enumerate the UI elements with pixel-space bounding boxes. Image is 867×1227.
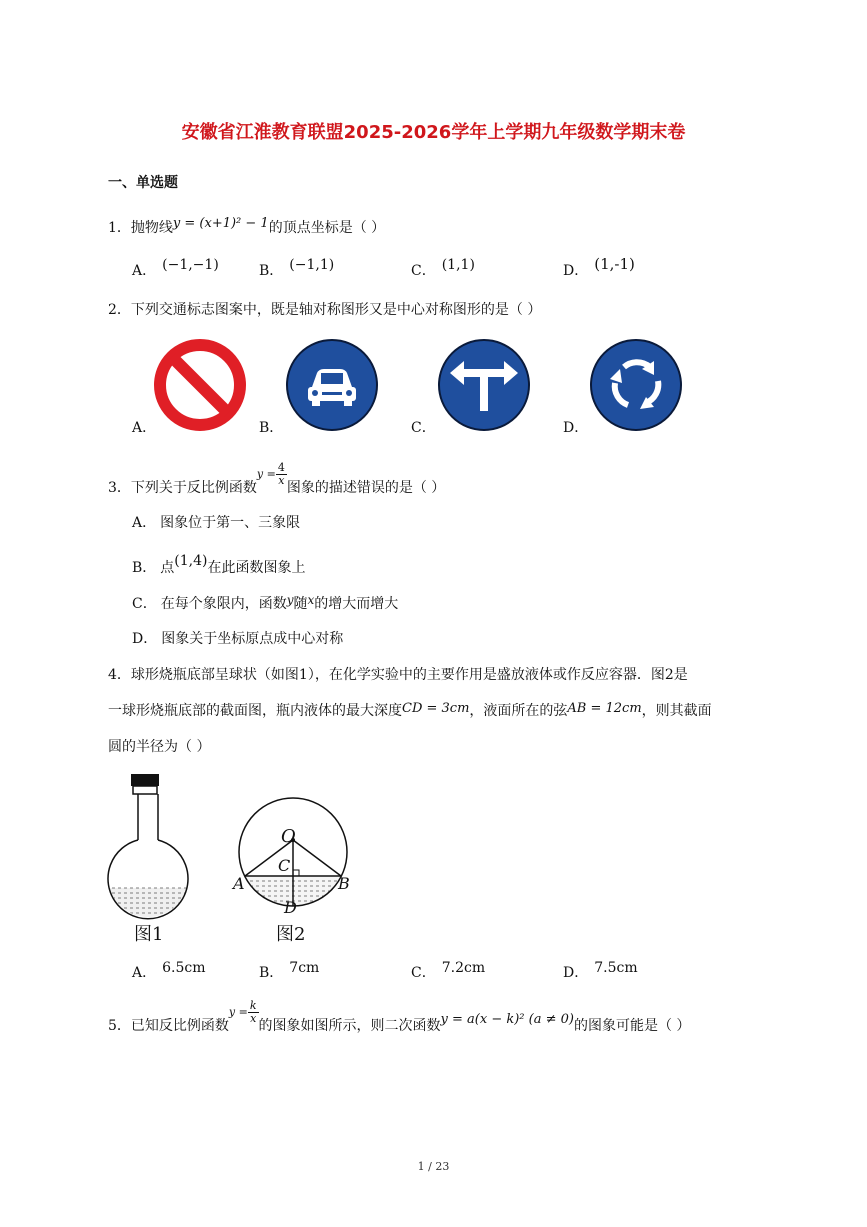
q4-option-a[interactable]	[132, 962, 206, 982]
roundabout-sign-icon	[588, 337, 684, 433]
point-label-o: O	[281, 826, 296, 847]
variable-y: y	[286, 593, 294, 607]
question-4-line-2	[108, 701, 712, 722]
question-5	[108, 999, 691, 1034]
formula-lhs: y =	[228, 1005, 248, 1019]
no-entry-sign-icon	[150, 335, 250, 435]
fraction	[248, 1000, 259, 1025]
option-value: (1,-1)	[594, 255, 635, 273]
option-value: 6.5cm	[162, 960, 206, 976]
turn-left-right-sign-icon	[436, 337, 532, 433]
option-label: B．	[259, 263, 284, 279]
fraction	[276, 462, 287, 487]
q3-option-d[interactable]	[132, 628, 343, 648]
question-text: 的图象如图所示，则二次函数	[258, 1017, 441, 1034]
q1-option-a[interactable]	[132, 257, 219, 280]
option-text: 图象关于坐标原点成中心对称	[161, 631, 344, 647]
q1-option-d[interactable]	[563, 255, 635, 280]
question-text: 下列交通标志图案中，既是轴对称图形又是中心对称图形的是（ ）	[130, 302, 542, 318]
formula: y = a(x − k)² (a ≠ 0)	[440, 1011, 574, 1027]
q3-option-a[interactable]	[132, 512, 300, 532]
formula-lhs: y =	[256, 467, 276, 481]
option-text: 的增大而增大	[314, 596, 399, 612]
figure-1-caption: 图1	[134, 924, 164, 945]
point-coordinate: (1,4)	[174, 553, 208, 569]
q4-option-c[interactable]	[411, 962, 485, 982]
question-text: ，液面所在的弦	[469, 703, 568, 719]
q4-option-d[interactable]	[563, 962, 638, 982]
fraction-denominator: x	[250, 1012, 257, 1025]
flask-figure	[100, 772, 200, 922]
formula-cd: CD = 3cm	[402, 701, 470, 716]
option-label: D．	[563, 263, 589, 279]
point-label-a: A	[233, 874, 245, 893]
question-text: 的图象可能是（ ）	[573, 1017, 691, 1034]
question-number: 1．	[108, 220, 131, 236]
point-label-b: B	[338, 874, 350, 893]
page-number: 1 / 23	[417, 1160, 450, 1173]
option-text: 在每个象限内，函数	[160, 596, 287, 612]
question-number: 5．	[108, 1017, 131, 1034]
option-value: 7.2cm	[441, 960, 486, 976]
car-sign-icon	[284, 337, 380, 433]
question-text: 图象的描述错误的是（ ）	[286, 479, 446, 496]
q1-option-c[interactable]	[411, 257, 475, 280]
question-number: 3．	[108, 479, 131, 496]
option-label: B．	[259, 965, 284, 981]
option-label: B．	[132, 560, 157, 576]
q2-option-b[interactable]: B．	[259, 420, 284, 436]
option-value: (−1,−1)	[162, 257, 219, 273]
question-number: 4．	[108, 667, 131, 683]
question-3	[108, 461, 446, 496]
option-value: 7cm	[289, 960, 320, 976]
option-text: 随	[293, 596, 308, 612]
question-1	[108, 218, 385, 239]
option-label: A．	[132, 965, 157, 981]
question-text: 已知反比例函数	[130, 1017, 229, 1034]
question-text: 的顶点坐标是（ ）	[268, 220, 386, 236]
figure-2-caption: 图2	[276, 924, 306, 945]
option-label: C．	[411, 263, 436, 279]
option-label: D．	[563, 965, 589, 981]
option-label: C．	[132, 596, 157, 612]
question-4-line-3: 圆的半径为（ ）	[108, 739, 211, 755]
section-heading: 一、单选题	[108, 175, 178, 191]
option-label: D．	[132, 631, 158, 647]
option-value: (1,1)	[441, 257, 475, 273]
option-label: A．	[132, 515, 157, 531]
fraction-denominator: x	[278, 474, 285, 487]
option-label: C．	[411, 965, 436, 981]
option-label: A．	[132, 263, 157, 279]
point-label-c: C	[278, 856, 291, 875]
option-value: (−1,1)	[289, 257, 335, 273]
q2-option-d[interactable]: D．	[563, 420, 589, 436]
question-text: 一球形烧瓶底部的截面图，瓶内液体的最大深度	[108, 703, 402, 719]
question-text: ，则其截面	[641, 703, 712, 719]
question-number: 2．	[108, 302, 131, 318]
variable-x: x	[307, 593, 315, 607]
formula-ab: AB = 12cm	[567, 701, 642, 716]
option-text: 点	[160, 560, 175, 576]
fraction-numerator: 4	[277, 461, 285, 474]
q4-option-b[interactable]	[259, 962, 319, 982]
question-text: 下列关于反比例函数	[130, 479, 257, 496]
q3-option-b[interactable]	[132, 553, 306, 577]
q1-option-b[interactable]	[259, 257, 335, 280]
formula: y = (x+1)² − 1	[172, 216, 269, 231]
question-4-line-1	[108, 665, 688, 685]
question-text: 球形烧瓶底部呈球状（如图1），在化学实验中的主要作用是盛放液体或作反应容器．图2是	[130, 667, 688, 683]
fraction-numerator: k	[249, 999, 257, 1012]
question-text: 抛物线	[130, 220, 173, 236]
q2-option-a[interactable]: A．	[132, 420, 157, 436]
q2-option-c[interactable]: C．	[411, 420, 436, 436]
point-label-d: D	[284, 898, 297, 917]
q3-option-c[interactable]	[132, 593, 398, 613]
option-text: 图象位于第一、三象限	[160, 515, 301, 531]
option-text: 在此函数图象上	[207, 560, 306, 576]
question-2	[108, 300, 541, 320]
document-title: 安徽省江淮教育联盟2025-2026学年上学期九年级数学期末卷	[181, 122, 686, 143]
option-value: 7.5cm	[594, 960, 638, 976]
